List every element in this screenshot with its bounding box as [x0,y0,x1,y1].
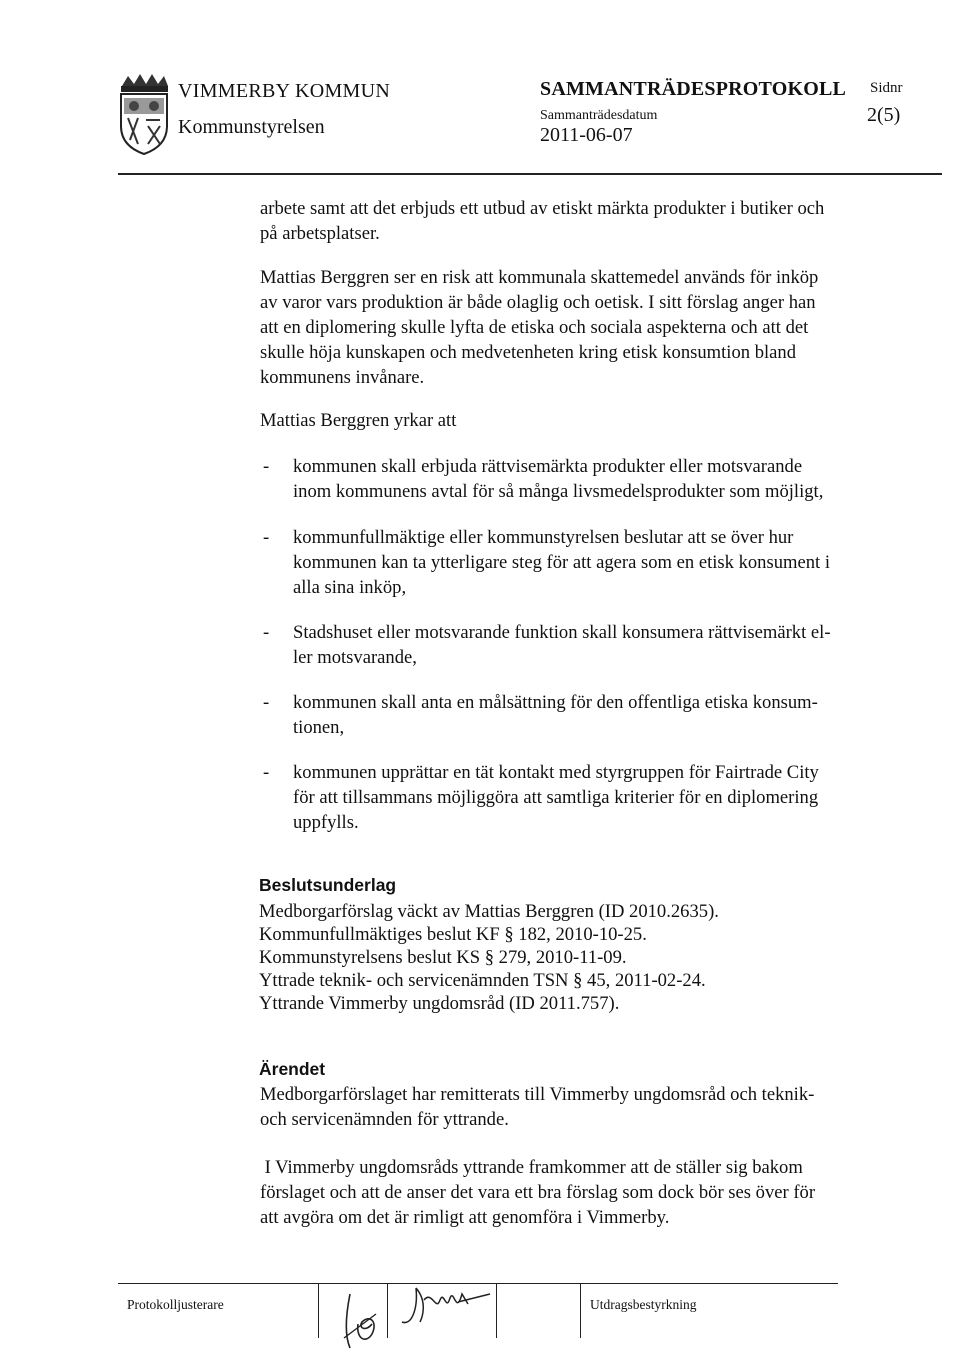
basis-item: Kommunfullmäktiges beslut KF § 182, 2010-10-25. [259,924,647,945]
text-line: och servicenämnden för yttrande. [260,1109,509,1130]
footer-column-divider [496,1283,497,1338]
bullet-item [293,620,883,670]
footer-column-divider [318,1283,319,1338]
text-line: för att tillsammans möjliggöra att samtliga kriterier för en diplomering [293,787,819,808]
coat-of-arms-icon [118,74,170,156]
text-line: kommunfullmäktige eller kommunstyrelsen beslutar att se över hur [293,527,794,548]
paragraph-statement [260,1155,880,1230]
text-line: arbete samt att det erbjuds ett utbud av etiskt märkta produkter i butiker och [260,198,825,219]
date-value: 2011-06-07 [540,124,633,146]
text-line: på arbetsplatser. [260,223,380,244]
footer-adjuster-label: Protokolljusterare [127,1297,224,1312]
text-line: ler motsvarande, [293,647,417,668]
text-line: förslaget och att de anser det vara ett bra förslag som dock bör ses över för [260,1182,816,1203]
section-heading-matter: Ärendet [259,1059,326,1079]
text-line: I Vimmerby ungdomsråds yttrande framkommer att de ställer sig bakom [260,1157,803,1178]
org-unit: Kommunstyrelsen [178,116,325,138]
basis-item: Yttrade teknik- och servicenämnden TSN § 45, 2011-02-24. [259,970,706,991]
date-label: Sammanträdesdatum [540,108,658,123]
text-line: av varor vars produktion är både olaglig och oetisk. I sitt förslag anger han [260,292,816,313]
text-line: kommunen skall anta en målsättning för den offentliga etiska konsum- [293,692,818,713]
text-line: uppfylls. [293,812,359,833]
footer-column-divider [387,1283,388,1338]
page-number-value: 2(5) [867,104,901,126]
bullet-item [293,690,883,740]
text-line: kommunens invånare. [260,367,425,388]
bullet-item [293,525,883,600]
text-line: inom kommunens avtal för så många livsmedelsprodukter som möjligt, [293,481,824,502]
text-line: att avgöra om det är rimligt att genomföra i Vimmerby. [260,1207,670,1228]
signature-initials-2 [398,1282,496,1338]
text-line: kommunen skall erbjuda rättvisemärkta produkter eller motsvarande [293,456,803,477]
signature-initials-1 [336,1284,386,1354]
text-line: Stadshuset eller motsvarande funktion skall konsumera rättvisemärkt el- [293,622,831,643]
text-line: Mattias Berggren ser en risk att kommunala skattemedel används för inköp [260,267,819,288]
header-divider [118,173,942,175]
footer-column-divider [580,1283,581,1338]
bullet-marker: - [263,762,270,783]
bullet-item [293,760,883,835]
paragraph-motion: Mattias Berggren yrkar att [260,410,457,431]
paragraph-referral [260,1082,870,1132]
document-type: SAMMANTRÄDESPROTOKOLL [540,78,847,100]
bullet-marker: - [263,692,270,713]
section-heading-basis: Beslutsunderlag [259,875,397,895]
basis-item: Yttrande Vimmerby ungdomsråd (ID 2011.757). [259,993,620,1014]
page-number-label: Sidnr [870,80,903,96]
text-line: kommunen upprättar en tät kontakt med styrgruppen för Fairtrade City [293,762,819,783]
bullet-marker: - [263,622,270,643]
paragraph-intro [260,196,870,246]
bullet-marker: - [263,527,270,548]
paragraph-risk [260,265,870,390]
text-line: skulle höja kunskapen och medvetenheten kring etisk konsumtion bland [260,342,797,363]
text-line: kommunen kan ta ytterligare steg för att agera som en etisk konsument i [293,552,831,573]
text-line: alla sina inköp, [293,577,407,598]
basis-item: Kommunstyrelsens beslut KS § 279, 2010-11-09. [259,947,627,968]
basis-item: Medborgarförslag väckt av Mattias Berggren (ID 2010.2635). [259,901,719,922]
bullet-marker: - [263,456,270,477]
text-line: att en diplomering skulle lyfta de etiska och sociala aspekterna och att det [260,317,809,338]
text-line: tionen, [293,717,345,738]
bullet-item [293,454,883,504]
text-line: Medborgarförslaget har remitterats till Vimmerby ungdomsråd och teknik- [260,1084,815,1105]
footer-extract-label: Utdragsbestyrkning [590,1297,697,1312]
org-name: VIMMERBY KOMMUN [178,80,391,102]
